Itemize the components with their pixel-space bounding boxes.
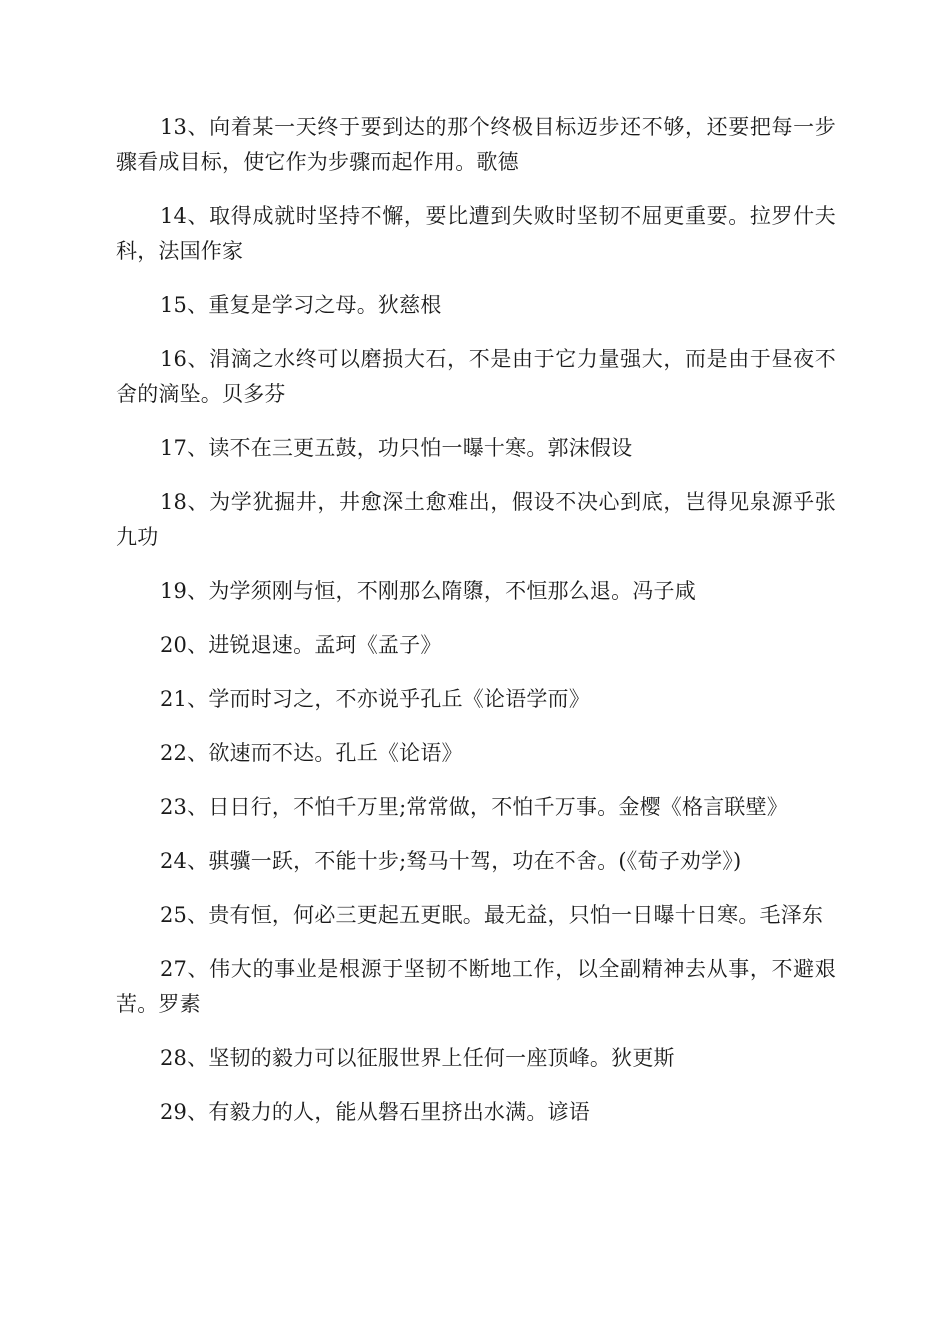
quote-paragraph-27: 27、伟大的事业是根源于坚韧不断地工作，以全副精神去从事，不避艰苦。罗素 <box>116 957 836 1016</box>
quote-paragraph-13: 13、向着某一天终于要到达的那个终极目标迈步还不够，还要把每一步骤看成目标，使它作为步骤而起作用。歌德 <box>116 115 836 174</box>
quote-paragraph-25: 25、贵有恒，何必三更起五更眠。最无益，只怕一日曝十日寒。毛泽东 <box>160 903 824 927</box>
quote-paragraph-21: 21、学而时习之，不亦说乎孔丘《论语学而》 <box>160 687 590 711</box>
quote-paragraph-24: 24、骐骥一跃，不能十步;驽马十驾，功在不舍。(《荀子劝学》) <box>160 849 742 873</box>
quote-paragraph-23: 23、日日行，不怕千万里;常常做，不怕千万事。金樱《格言联壁》 <box>160 795 788 819</box>
quote-paragraph-20: 20、进锐退速。孟珂《孟子》 <box>160 633 442 657</box>
quote-paragraph-17: 17、读不在三更五鼓，功只怕一曝十寒。郭沫假设 <box>160 436 633 460</box>
quote-paragraph-14: 14、取得成就时坚持不懈，要比遭到失败时坚韧不屈更重要。拉罗什夫科，法国作家 <box>116 204 836 263</box>
quote-paragraph-15: 15、重复是学习之母。狄慈根 <box>160 293 442 317</box>
quote-paragraph-28: 28、坚韧的毅力可以征服世界上任何一座顶峰。狄更斯 <box>160 1046 675 1070</box>
quote-paragraph-19: 19、为学须刚与恒，不刚那么隋隳，不恒那么退。冯子咸 <box>160 579 696 603</box>
quote-paragraph-22: 22、欲速而不达。孔丘《论语》 <box>160 741 463 765</box>
quote-list <box>116 110 836 1149</box>
quote-paragraph-18: 18、为学犹掘井，井愈深土愈难出，假设不决心到底，岂得见泉源乎张九功 <box>116 490 836 549</box>
quote-paragraph-29: 29、有毅力的人，能从磐石里挤出水满。谚语 <box>160 1100 590 1124</box>
quote-paragraph-16: 16、涓滴之水终可以磨损大石，不是由于它力量强大，而是由于昼夜不舍的滴坠。贝多芬 <box>116 347 836 406</box>
